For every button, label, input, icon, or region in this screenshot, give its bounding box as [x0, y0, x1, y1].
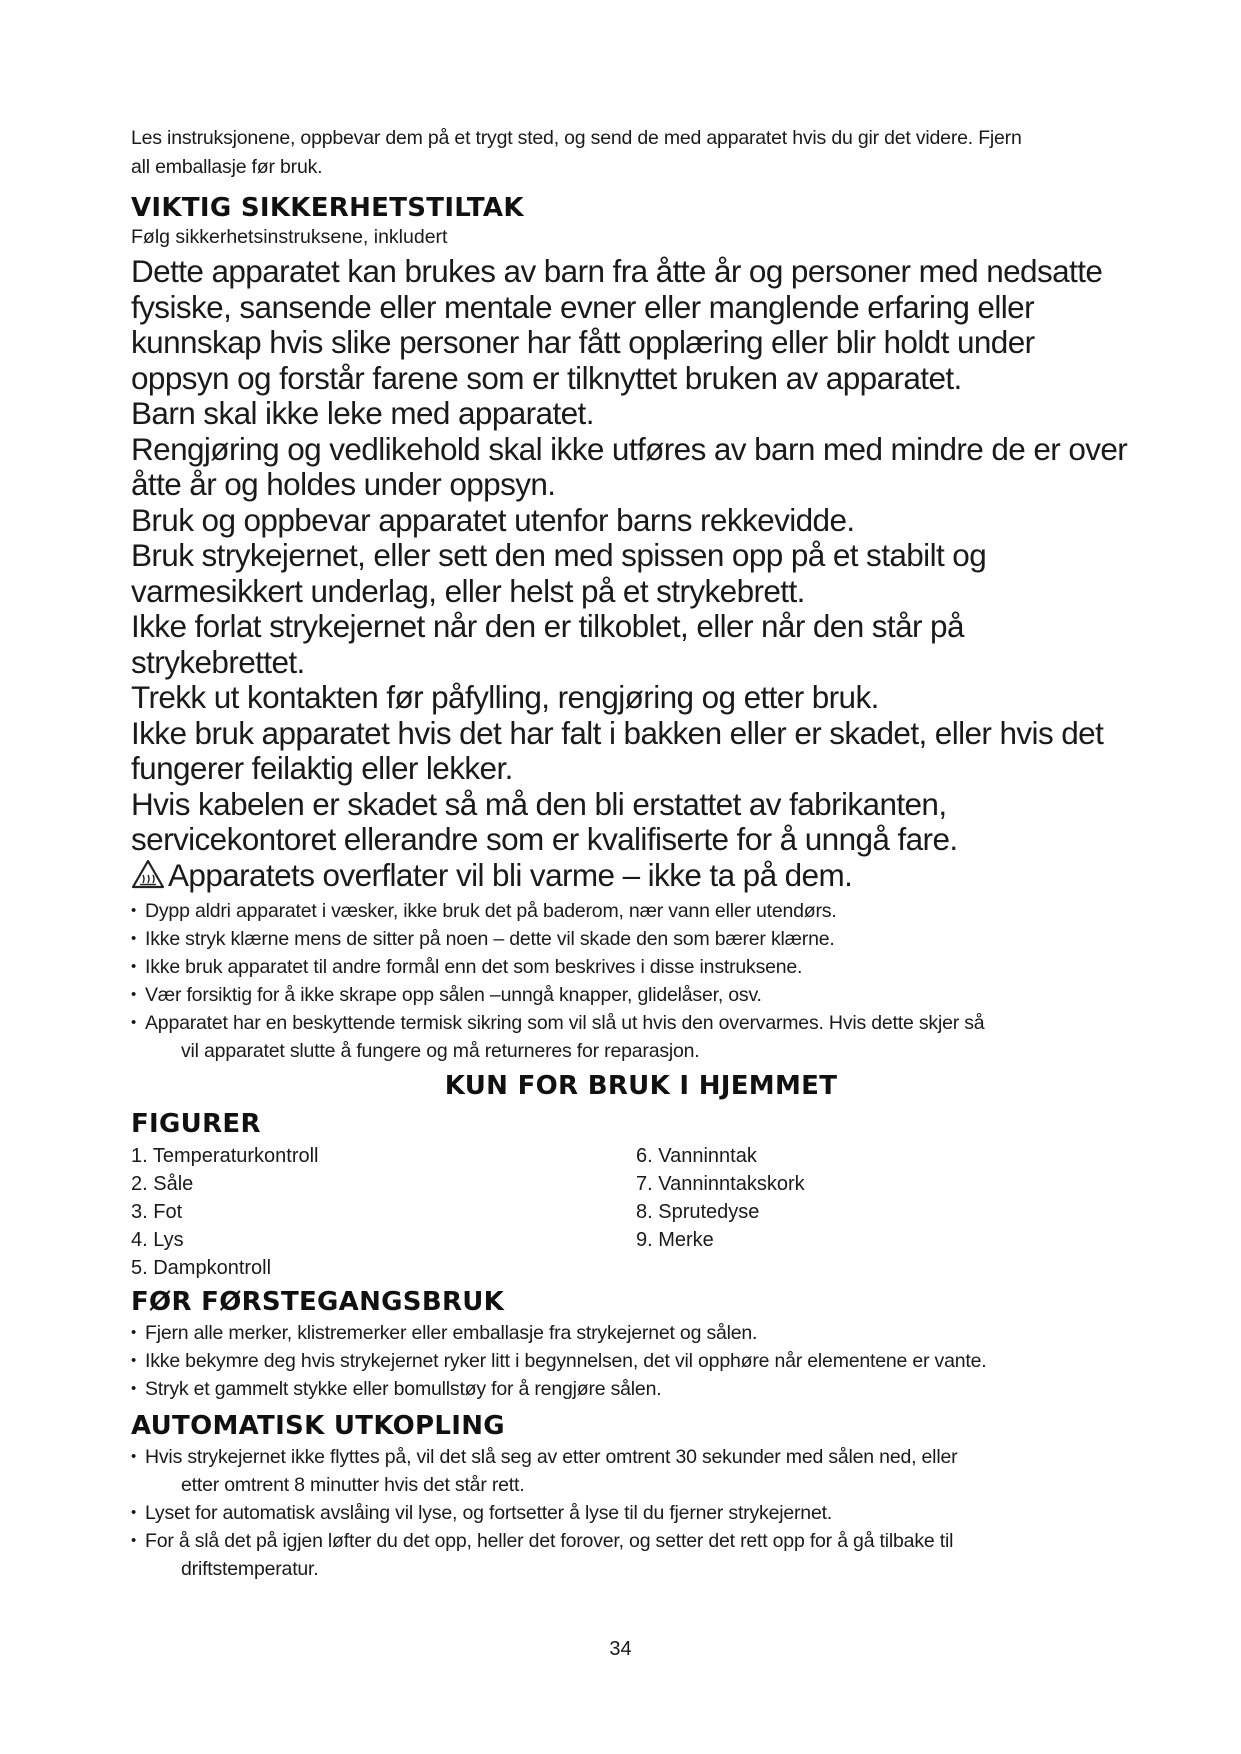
figures-column-left [131, 1142, 636, 1282]
figure-item: 7. Vanninntakskork [636, 1173, 805, 1195]
figures-heading: FIGURER [131, 1109, 261, 1139]
hot-surface-warning-text: Apparatets overflater vil bli varme – ikke ta på dem. [168, 856, 853, 893]
list-item [131, 1009, 1141, 1065]
figure-item: 9. Merke [636, 1229, 714, 1251]
figure-item: 2. Såle [131, 1173, 194, 1195]
safety-line: strykebrettet. [131, 643, 305, 680]
list-item-line: For å slå det på igjen løfter du det opp, heller det forover, og setter det rett opp for å gå tilbake til [145, 1530, 954, 1552]
safety-line: Barn skal ikke leke med apparatet. [131, 395, 594, 431]
figure-item: 5. Dampkontroll [131, 1257, 272, 1279]
figure-item: 4. Lys [131, 1229, 184, 1251]
list-item: • Ikke bekymre deg hvis strykejernet ryker litt i begynnelsen, det vil opphøre når elementene er vante. [131, 1347, 1141, 1375]
safety-subheading: Følg sikkerhetsinstruksene, inkludert [131, 226, 448, 248]
list-item: • Stryk et gammelt stykke eller bomullstøy for å rengjøre sålen. [131, 1375, 1141, 1403]
figures-column-right [636, 1142, 1141, 1282]
safety-line: varmesikkert underlag, eller helst på et strykebrett. [131, 572, 805, 609]
figures-list [131, 1142, 1141, 1282]
figure-item: 1. Temperaturkontroll [131, 1145, 319, 1167]
safety-line: fungerer feilaktig eller lekker. [131, 750, 513, 786]
list-item-line: Hvis strykejernet ikke flyttes på, vil det slå seg av etter omtrent 30 sekunder med sålen ned, eller [145, 1446, 958, 1468]
list-item: • Ikke bruk apparatet til andre formål enn det som beskrives i disse instruksene. [131, 953, 1141, 981]
safety-line: oppsyn og forstår farene som er tilknyttet bruken av apparatet. [131, 359, 962, 396]
intro-line-1: Les instruksjonene, oppbevar dem på et trygt sted, og send de med apparatet hvis du gir det videre. Fjern [131, 127, 1022, 149]
figure-item: 8. Sprutedyse [636, 1201, 760, 1223]
list-item-continuation: driftstemperatur. [181, 1558, 319, 1580]
before-first-use-heading: FØR FØRSTEGANGSBRUK [131, 1287, 505, 1317]
safety-line: Bruk strykejernet, eller sett den med spissen opp på et stabilt og [131, 537, 987, 573]
page-number: 34 [609, 1638, 632, 1660]
auto-off-heading: AUTOMATISK UTKOPLING [131, 1411, 505, 1441]
household-use-heading: KUN FOR BRUK I HJEMMET [444, 1071, 838, 1101]
safety-line: fysiske, sansende eller mentale evner eller manglende erfaring eller [131, 288, 1034, 325]
safety-line: åtte år og holdes under oppsyn. [131, 466, 556, 502]
safety-bullet-list [131, 897, 1141, 1065]
safety-line: Bruk og oppbevar apparatet utenfor barns rekkevidde. [131, 501, 855, 538]
safety-line: Ikke forlat strykejernet når den er tilkoblet, eller når den står på [131, 608, 964, 644]
list-item-continuation: etter omtrent 8 minutter hvis det står rett. [181, 1474, 525, 1496]
list-item: • Fjern alle merker, klistremerker eller emballasje fra strykejernet og sålen. [131, 1319, 1141, 1347]
intro-line-2: all emballasje før bruk. [131, 156, 323, 178]
figure-item: 3. Fot [131, 1201, 183, 1223]
list-item-line: Apparatet har en beskyttende termisk sikring som vil slå ut hvis den overvarmes. Hvis dette skjer så [145, 1012, 985, 1034]
list-item [131, 1443, 1141, 1499]
safety-line: Rengjøring og vedlikehold skal ikke utføres av barn med mindre de er over [131, 430, 1128, 467]
list-item: • Lyset for automatisk avslåing vil lyse, og fortsetter å lyse til du fjerner strykejernet. [131, 1499, 1141, 1527]
safety-line: Dette apparatet kan brukes av barn fra åtte år og personer med nedsatte [131, 253, 1103, 289]
safety-instructions [131, 254, 1141, 893]
hot-surface-warning-icon [131, 859, 165, 889]
safety-line: kunnskap hvis slike personer har fått opplæring eller blir holdt under [131, 324, 1035, 360]
safety-line: Trekk ut kontakten før påfylling, rengjøring og etter bruk. [131, 679, 879, 715]
hot-surface-warning [131, 858, 1141, 894]
safety-line: Hvis kabelen er skadet så må den bli erstattet av fabrikanten, [131, 785, 947, 822]
list-item: • Dypp aldri apparatet i væsker, ikke bruk det på baderom, nær vann eller utendørs. [131, 897, 1141, 925]
list-item [131, 1527, 1141, 1583]
figure-item: 6. Vanninntak [636, 1145, 757, 1167]
list-item: • Vær forsiktig for å ikke skrape opp sålen –unngå knapper, glidelåser, osv. [131, 981, 1141, 1009]
safety-line: Ikke bruk apparatet hvis det har falt i bakken eller er skadet, eller hvis det [131, 714, 1104, 751]
safety-heading: VIKTIG SIKKERHETSTILTAK [131, 193, 524, 223]
intro-text [131, 124, 1141, 182]
list-item: • Ikke stryk klærne mens de sitter på noen – dette vil skade den som bærer klærne. [131, 925, 1141, 953]
manual-page [131, 124, 1141, 1583]
list-item-continuation: vil apparatet slutte å fungere og må returneres for reparasjon. [181, 1040, 700, 1062]
safety-line: servicekontoret ellerandre som er kvalifiserte for å unngå fare. [131, 821, 958, 857]
auto-off-list [131, 1443, 1141, 1583]
before-first-use-list [131, 1319, 1141, 1403]
